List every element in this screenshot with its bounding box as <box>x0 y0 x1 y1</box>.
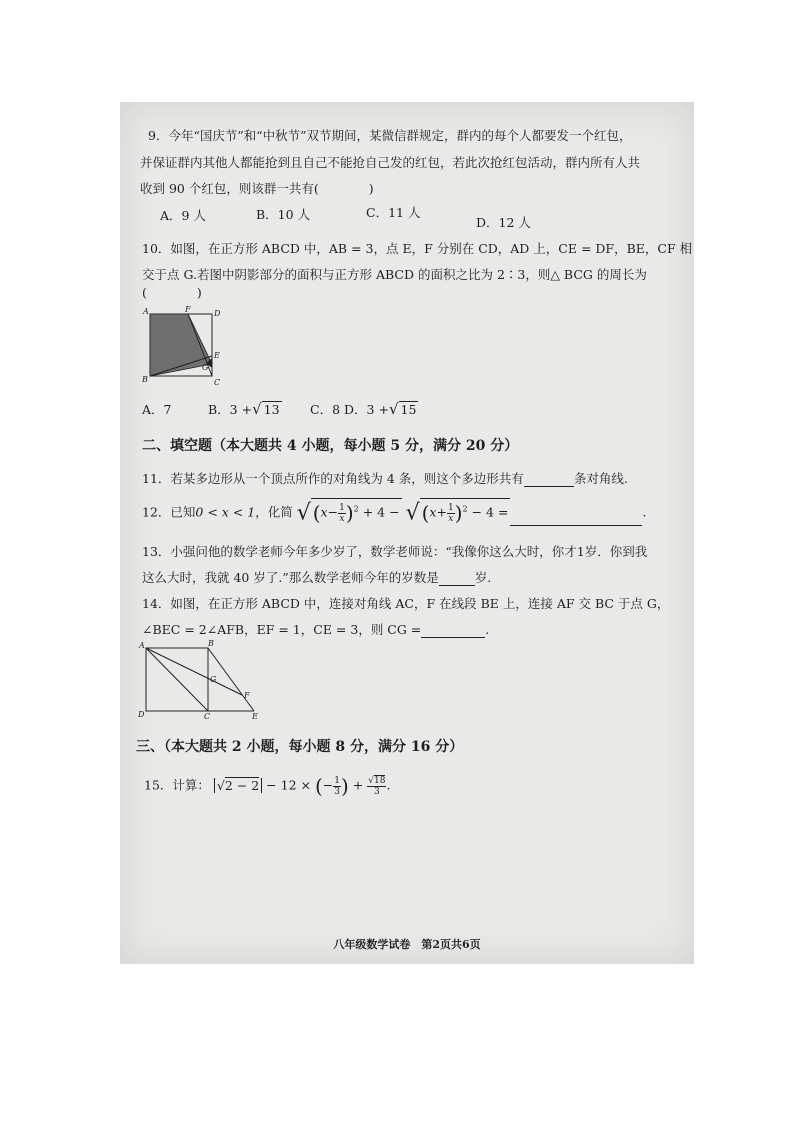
q10-label-a: A <box>143 307 149 316</box>
q14-label-b: B <box>208 639 214 648</box>
q9-option-b: B．10 人 <box>256 207 311 222</box>
q9-line3: 收到 90 个红包，则该群一共有( ) <box>140 181 374 196</box>
q12: 12．已知0 < x < 1，化简 √ (x− $\frac{1}{x}$ )$^2$ + 4 − √ (x+ $\frac{1}{x}$ )$^2$ − 4 = . <box>142 498 646 526</box>
q14-line2: ∠BEC = 2∠AFB，EF = 1，CE = 3，则 CG = . <box>142 622 490 637</box>
q10-line1: 10．如图，在正方形 ABCD 中，AB = 3，点 E，F 分别在 CD，AD 上，CE = DF，BE，CF 相 <box>142 241 693 256</box>
q10-option-d-radicand: 15 <box>400 402 417 417</box>
q10-label-b: B <box>142 375 148 384</box>
q9-line2: 并保证群内其他人都能抢到且自己不能抢自己发的红包，若此次抢红包活动，群内所有人共 <box>140 155 641 170</box>
q13-line2: 这么大时，我就 40 岁了.”那么数学老师今年的岁数是 岁. <box>142 570 492 585</box>
q14-square-figure <box>134 638 264 720</box>
q10-option-c: C．8 <box>310 402 341 417</box>
q10-line2: 交于点 G.若图中阴影部分的面积与正方形 ABCD 的面积之比为 2∶3，则△ BCG 的周长为 <box>142 267 647 282</box>
q13-answer-blank[interactable] <box>439 585 475 586</box>
q12-answer-blank[interactable] <box>510 525 642 526</box>
q10-option-b: B．3 +√ 13 <box>208 400 280 418</box>
page-footer: 八年级数学试卷 第2页共6页 <box>333 938 481 951</box>
q9-option-a: A．9 人 <box>160 208 206 223</box>
q10-square-figure <box>140 306 250 388</box>
q10-label-f: F <box>185 306 191 314</box>
q14-label-c: C <box>204 712 211 720</box>
q14-label-a: A <box>139 641 145 650</box>
q14-label-d: D <box>138 710 145 719</box>
q14-label-f: F <box>244 691 250 700</box>
q10-line3: ( ) <box>142 285 202 300</box>
q14-line1: 14．如图，在正方形 ABCD 中，连接对角线 AC，F 在线段 BE 上，连接 AF 交 BC 于点 G， <box>142 596 670 611</box>
q11: 11．若某多边形从一个顶点所作的对角线为 4 条，则这个多边形共有 条对角线. <box>142 471 628 486</box>
q10-option-d: D．3 +√ 15 <box>344 400 417 418</box>
q15: 15．计算： √2 − 2 − 12 × (− $\frac{1}{3}$ ) + $\frac{√18}{3}$ . <box>144 774 391 798</box>
q9-option-c: C．11 人 <box>366 205 421 220</box>
q10-option-a: A．7 <box>142 402 172 417</box>
q10-label-e: E <box>214 351 220 360</box>
q14-answer-blank[interactable] <box>421 637 485 638</box>
q14-diagonal-ac <box>146 648 208 711</box>
q9-line1: 9．今年“国庆节”和“中秋节”双节期间，某微信群规定，群内的每个人都要发一个红包， <box>148 128 632 143</box>
q10-label-d: D <box>214 309 221 318</box>
q11-answer-blank[interactable] <box>524 486 574 487</box>
section-3-heading: 三、（本大题共 2 小题，每小题 8 分，满分 16 分） <box>136 739 464 755</box>
q10-label-c: C <box>214 378 221 387</box>
q13-line1: 13．小强问他的数学老师今年多少岁了，数学老师说：“我像你这么大时，你才1岁．你到我 <box>142 544 648 559</box>
q10-option-b-radicand: 13 <box>263 402 280 417</box>
exam-sheet <box>120 102 694 964</box>
section-2-heading: 二、填空题（本大题共 4 小题，每小题 5 分，满分 20 分） <box>142 438 519 454</box>
q14-line-af <box>146 648 242 695</box>
q14-label-e: E <box>252 712 258 720</box>
q15-absolute-value: √2 − 2 <box>214 778 262 793</box>
q14-label-g: G <box>210 675 217 684</box>
q9-option-d: D．12 人 <box>476 215 531 230</box>
q10-label-g: G <box>202 363 209 372</box>
